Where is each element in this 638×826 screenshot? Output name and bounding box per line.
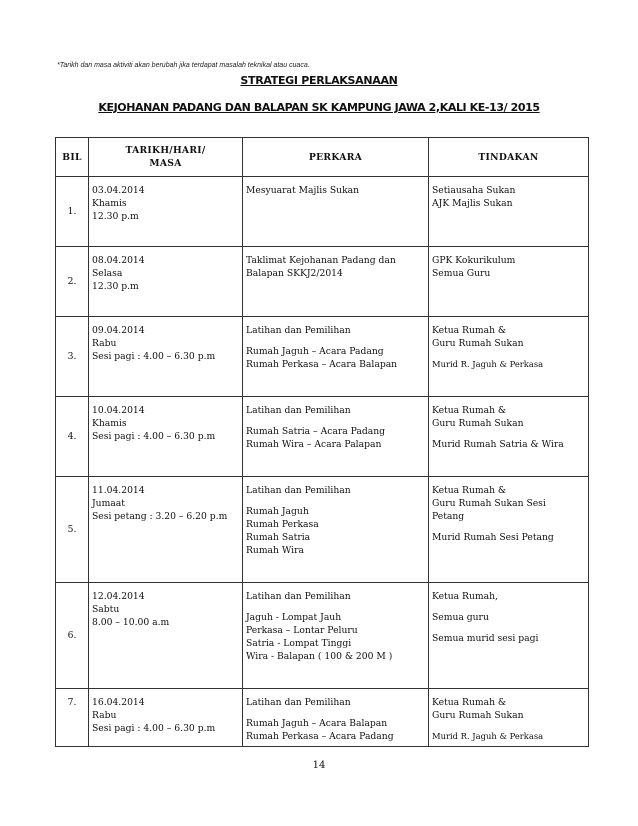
header-perkara: PERKARA <box>243 138 429 177</box>
date-cell: 11.04.2014 Jumaat Sesi petang : 3.20 – 6.20 p.m <box>89 477 243 583</box>
date-cell: 16.04.2014 Rabu Sesi pagi : 4.00 – 6.30 p.m <box>89 689 243 747</box>
activity-cell: Latihan dan Pemilihan Rumah Satria – Acara Padang Rumah Wira – Acara Palapan <box>243 397 429 477</box>
header-tarikh: TARIKH/HARI/ MASA <box>89 138 243 177</box>
date-cell: 08.04.2014 Selasa 12.30 p.m <box>89 247 243 317</box>
activity-cell: Latihan dan Pemilihan Jaguh - Lompat Jauh Perkasa – Lontar Peluru Satria - Lompat Tinggi Wira - Balapan ( 100 & 200 M ) <box>243 583 429 689</box>
row-number: 3. <box>56 317 89 397</box>
activity-cell: Latihan dan Pemilihan Rumah Jaguh – Acara Balapan Rumah Perkasa – Acara Padang <box>243 689 429 747</box>
table-row <box>56 689 589 747</box>
row-number: 4. <box>56 397 89 477</box>
action-cell: Ketua Rumah & Guru Rumah Sukan Murid R. Jaguh & Perkasa <box>429 689 589 747</box>
schedule-table <box>55 137 589 747</box>
document-title: STRATEGI PERLAKSANAAN <box>240 74 398 87</box>
table-header-row <box>56 138 589 177</box>
action-cell: Ketua Rumah, Semua guru Semua murid sesi pagi <box>429 583 589 689</box>
header-bil: BIL <box>56 138 89 177</box>
table-row <box>56 317 589 397</box>
date-cell: 12.04.2014 Sabtu 8.00 – 10.00 a.m <box>89 583 243 689</box>
date-cell: 03.04.2014 Khamis 12.30 p.m <box>89 177 243 247</box>
row-number: 7. <box>56 689 89 747</box>
action-cell: Ketua Rumah & Guru Rumah Sukan Murid Rumah Satria & Wira <box>429 397 589 477</box>
action-cell: Setiausaha Sukan AJK Majlis Sukan <box>429 177 589 247</box>
disclaimer-note: *Tarikh dan masa aktiviti akan berubah jika terdapat masalah teknikal atau cuaca. <box>57 62 310 69</box>
header-tindakan: TINDAKAN <box>429 138 589 177</box>
table-row <box>56 583 589 689</box>
table-row <box>56 247 589 317</box>
row-number: 1. <box>56 177 89 247</box>
page-number: 14 <box>312 760 326 771</box>
action-cell: GPK Kokurikulum Semua Guru <box>429 247 589 317</box>
action-cell: Ketua Rumah & Guru Rumah Sukan Sesi Petang Murid Rumah Sesi Petang <box>429 477 589 583</box>
table-row <box>56 397 589 477</box>
table-row <box>56 477 589 583</box>
activity-cell: Taklimat Kejohanan Padang dan Balapan SKKJ2/2014 <box>243 247 429 317</box>
action-cell: Ketua Rumah & Guru Rumah Sukan Murid R. Jaguh & Perkasa <box>429 317 589 397</box>
row-number: 5. <box>56 477 89 583</box>
activity-cell: Mesyuarat Majlis Sukan <box>243 177 429 247</box>
activity-cell: Latihan dan Pemilihan Rumah Jaguh Rumah Perkasa Rumah Satria Rumah Wira <box>243 477 429 583</box>
date-cell: 09.04.2014 Rabu Sesi pagi : 4.00 – 6.30 p.m <box>89 317 243 397</box>
activity-cell: Latihan dan Pemilihan Rumah Jaguh – Acara Padang Rumah Perkasa – Acara Balapan <box>243 317 429 397</box>
date-cell: 10.04.2014 Khamis Sesi pagi : 4.00 – 6.30 p.m <box>89 397 243 477</box>
document-subtitle: KEJOHANAN PADANG DAN BALAPAN SK KAMPUNG JAWA 2,KALI KE-13/ 2015 <box>98 101 540 114</box>
row-number: 2. <box>56 247 89 317</box>
row-number: 6. <box>56 583 89 689</box>
table-row <box>56 177 589 247</box>
